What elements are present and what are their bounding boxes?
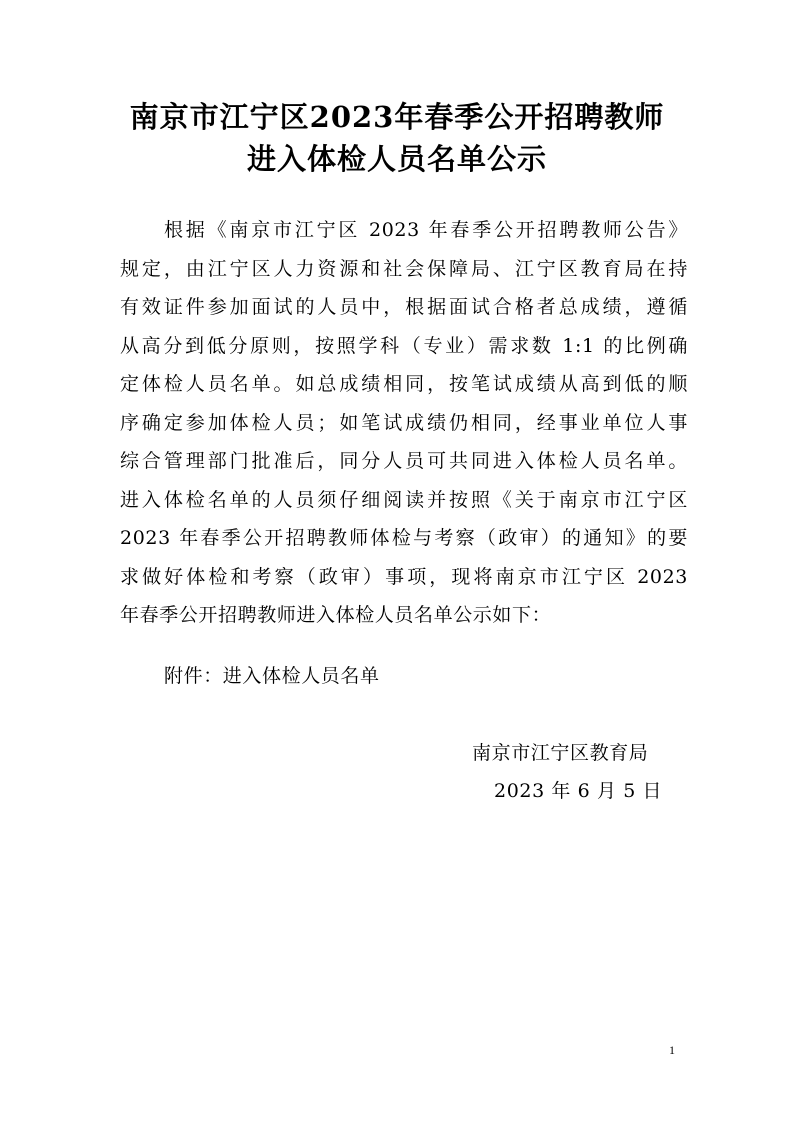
- paragraph-line: 定体检人员名单。如总成绩相同，按笔试成绩从高到低的顺: [120, 373, 688, 395]
- issue-date: 2023 年 6 月 5 日: [494, 780, 663, 802]
- page-number: 1: [669, 1043, 675, 1057]
- paragraph-line: 根据《南京市江宁区 2023 年春季公开招聘教师公告》: [164, 219, 688, 241]
- paragraph-line: 有效证件参加面试的人员中，根据面试合格者总成绩，遵循: [120, 296, 688, 318]
- document-title-line-1: 南京市江宁区2023年春季公开招聘教师: [129, 100, 665, 134]
- paragraph-line: 规定，由江宁区人力资源和社会保障局、江宁区教育局在持: [120, 257, 688, 280]
- paragraph-line: 年春季公开招聘教师进入体检人员名单公示如下：: [120, 604, 552, 626]
- paragraph-line: 序确定参加体检人员；如笔试成绩仍相同，经事业单位人事: [120, 411, 688, 434]
- attachment-note: 附件：进入体检人员名单: [164, 665, 380, 687]
- paragraph-line: 2023 年春季公开招聘教师体检与考察（政审）的通知》的要: [120, 527, 688, 549]
- issuer-signature: 南京市江宁区教育局: [472, 742, 649, 764]
- paragraph-line: 从高分到低分原则，按照学科（专业）需求数 1:1 的比例确: [120, 334, 688, 357]
- announcement-paragraph: [120, 211, 688, 635]
- paragraph-line: 求做好体检和考察（政审）事项，现将南京市江宁区 2023: [120, 565, 688, 588]
- paragraph-line: 综合管理部门批准后，同分人员可共同进入体检人员名单。: [120, 450, 688, 472]
- document-title-line-2: 进入体检人员名单公示: [246, 142, 547, 176]
- paragraph-line: 进入体检名单的人员须仔细阅读并按照《关于南京市江宁区: [120, 488, 688, 511]
